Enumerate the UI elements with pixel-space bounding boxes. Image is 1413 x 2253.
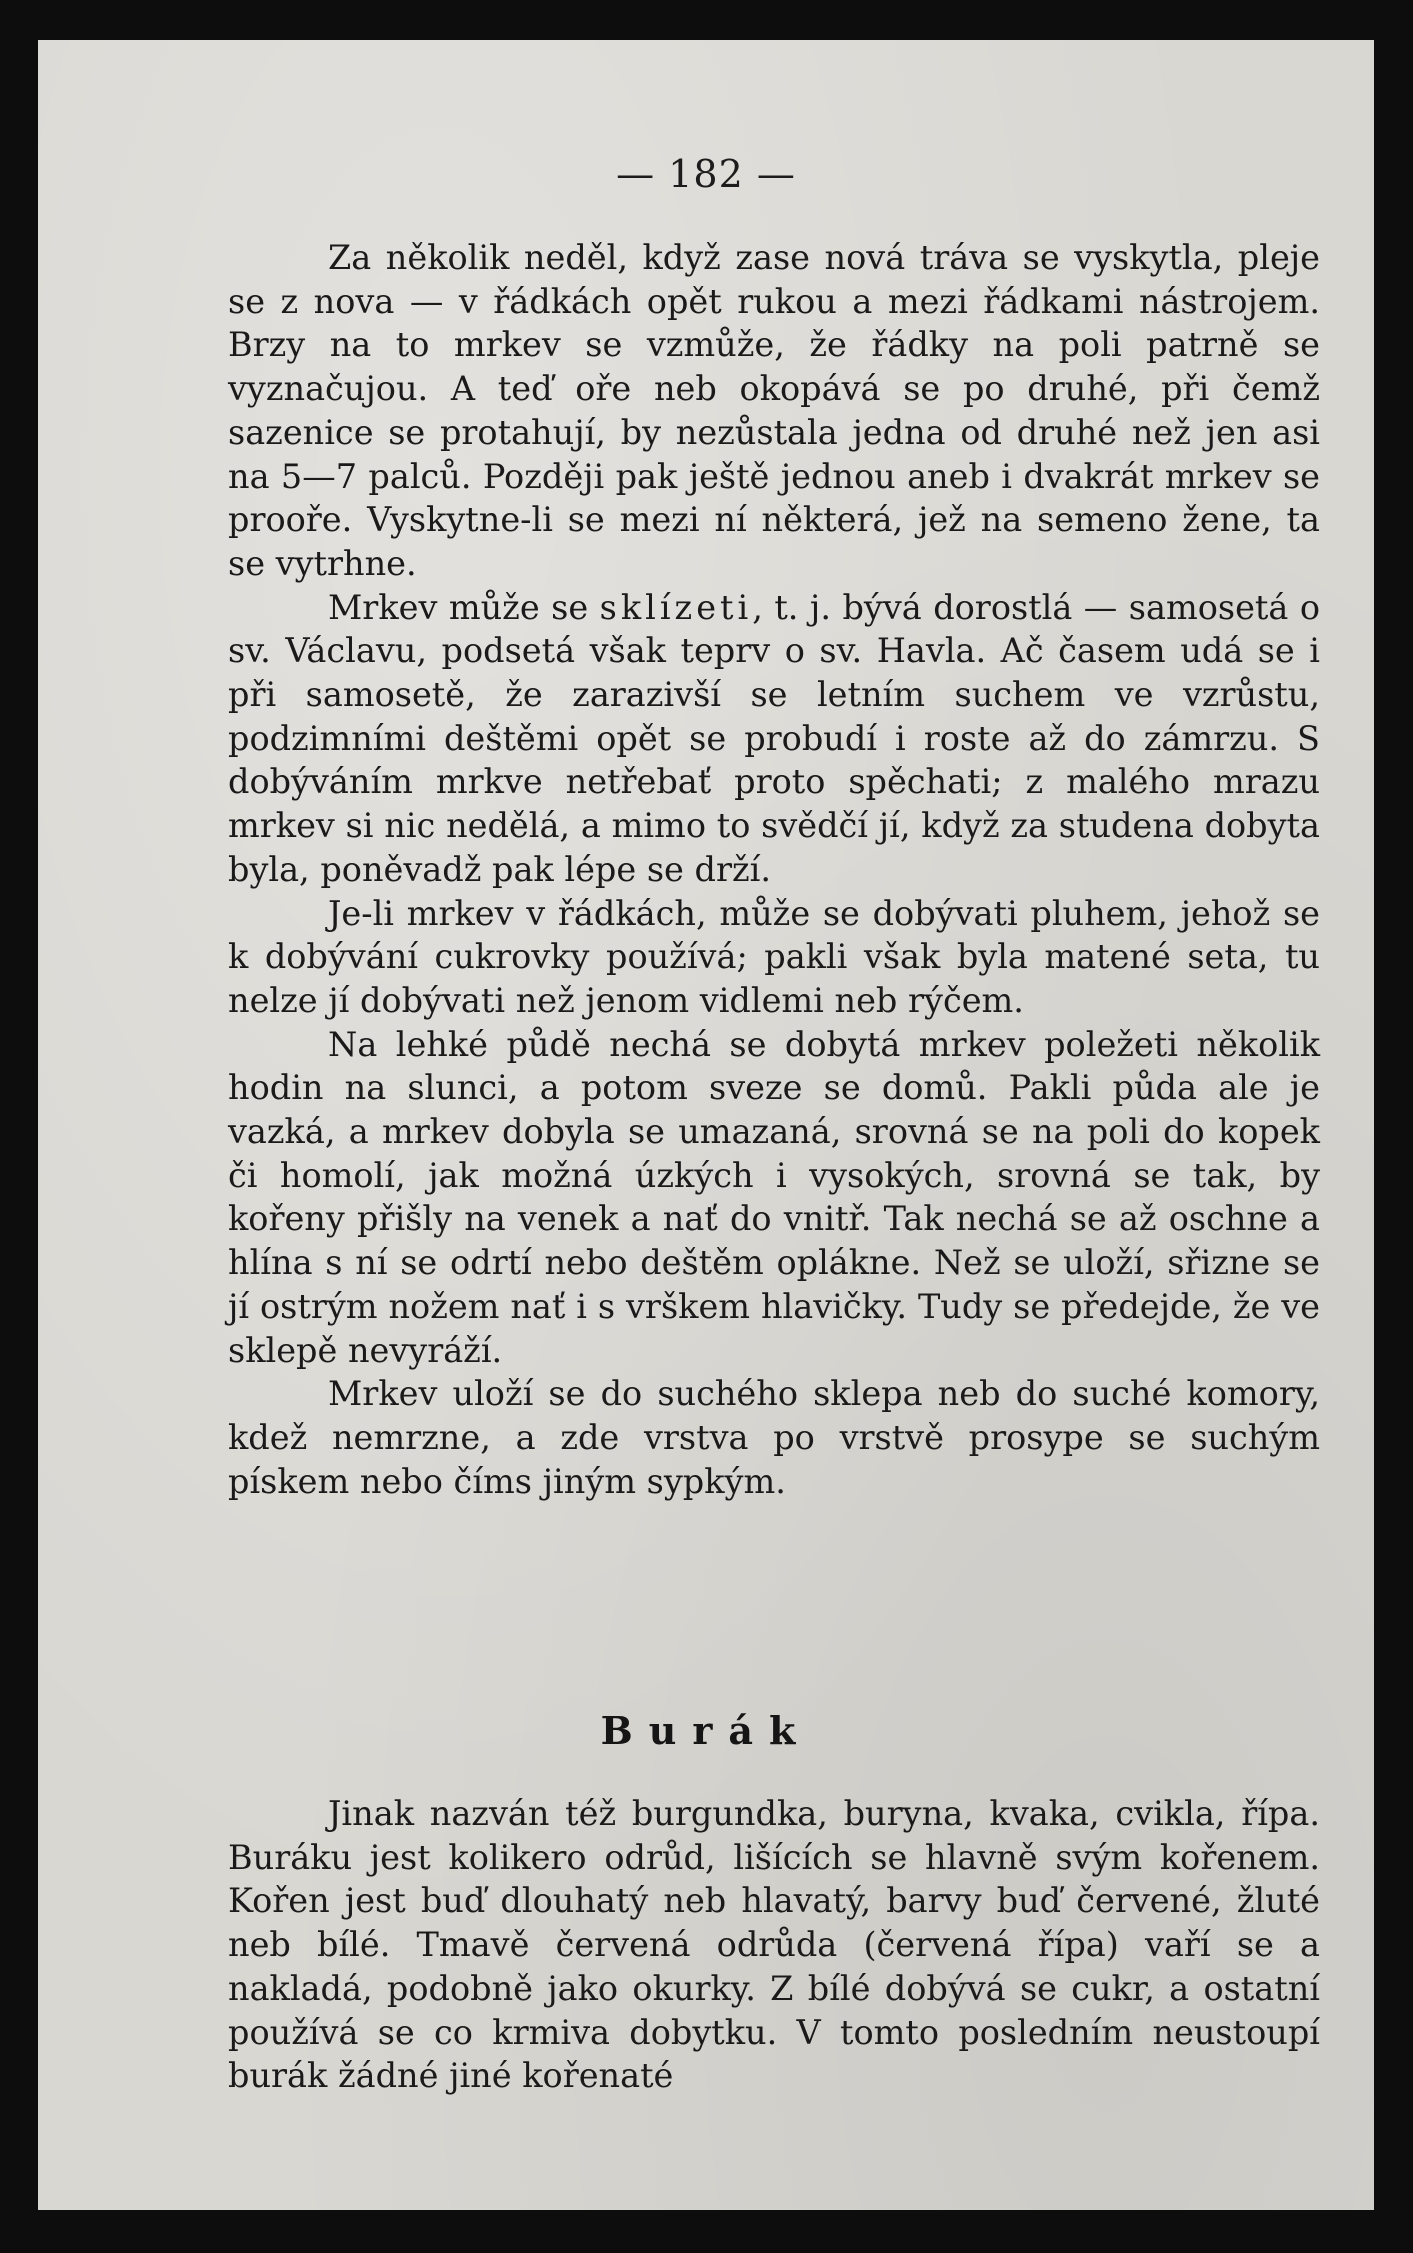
book-page [38, 40, 1374, 2210]
section-heading: Burák [600, 1708, 812, 1753]
paragraph-2-rest: , t. j. bývá dorostlá — samosetá o sv. Václavu, podsetá však teprv o sv. Havla. Ač časem udá se i při samosetě, že zarazivší se letním suchem ve vzrůstu, podzimními deštěmi opět se probudí i roste až do zámrzu. S dobýváním mrkve netřebať proto spěchati; z malého mrazu mrkev si nic nedělá, a mimo to svědčí jí, když za studena dobyta byla, poněvadž pak lépe se drží. [228, 587, 1320, 889]
paragraph-5: Mrkev uloží se do suchého sklepa neb do suché komory, kdež nemrzne, a zde vrstva po vrstvě prosype se suchým pískem nebo číms jiným sypkým. [228, 1374, 1320, 1501]
paragraph-3: Je-li mrkev v řádkách, může se dobývati pluhem, jehož se k dobývání cukrovky používá; pakli však byla matené seta, tu nelze jí dobývati než jenom vidlemi neb rýčem. [228, 893, 1320, 1020]
section-paragraph: Jinak nazván též burgundka, buryna, kvaka, cvikla, řípa. Buráku jest kolikero odrůd, lišících se hlavně svým kořenem. Kořen jest buď dlouhatý neb hlavatý, barvy buď červené, žluté neb bílé. Tmavě červená odrůda (červená řípa) vaří se a nakladá, podobně jako okurky. Z bílé dobývá se cukr, a ostatní používá se co krmiva dobytku. V tomto posledním neustoupí burák žádné jiné kořenaté [228, 1794, 1320, 2096]
paragraph-1: Za několik neděl, když zase nová tráva se vyskytla, pleje se z nova — v řádkách opět rukou a mezi řádkami nástrojem. Brzy na to mrkev se vzmůže, že řádky na poli patrně se vyznačujou. A teď oře neb okopává se po druhé, při čemž sazenice se protahují, by nezůstala jedna od druhé než jen asi na 5—7 palců. Později pak ještě jednou aneb i dvakrát mrkev se prooře. Vyskytne-li se mezi ní některá, jež na semeno žene, ta se vytrhne. [228, 238, 1320, 583]
paragraph-2-lead: Mrkev může se [328, 587, 589, 627]
page-number: — 182 — [616, 152, 796, 196]
main-text [228, 236, 1320, 1503]
paragraph-2 [228, 586, 1320, 892]
paragraph-4: Na lehké půdě nechá se dobytá mrkev poležeti několik hodin na slunci, a potom sveze se domů. Pakli půda ale je vazká, a mrkev dobyla se umazaná, srovná se na poli do kopek či homolí, jak možná úzkých i vysokých, srovná se tak, by kořeny přišly na venek a nať do vnitř. Tak nechá se až oschne a hlína s ní se odrtí nebo deštěm opláknе. Než se uloží, sřizne se jí ostrým nožem nať i s vrškem hlavičky. Tudy se předejde, že ve sklepě nevyráží. [228, 1024, 1320, 1370]
section-text [228, 1792, 1320, 2098]
paragraph-2-spaced-term: sklízeti [599, 587, 753, 627]
